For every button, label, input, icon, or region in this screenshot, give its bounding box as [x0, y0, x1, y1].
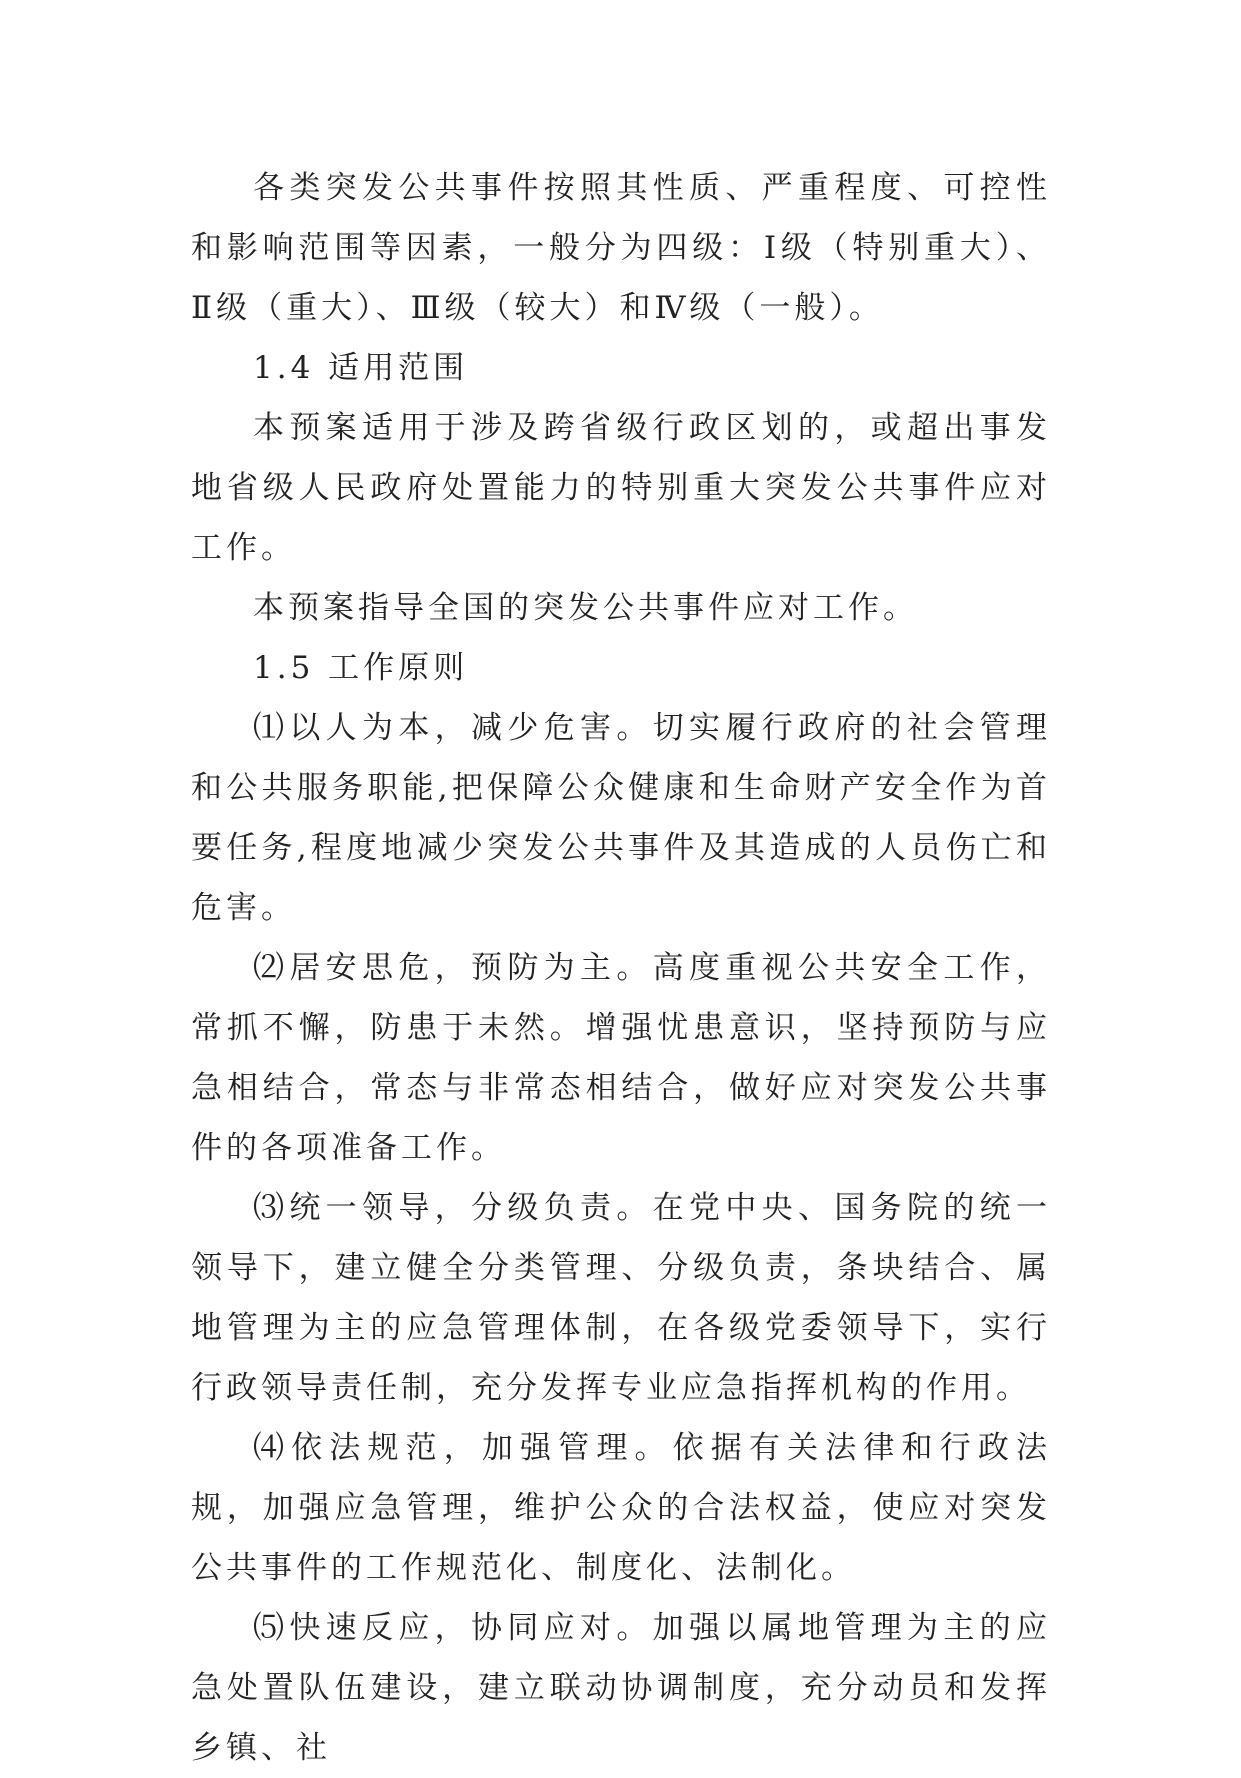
paragraph-grading: 各类突发公共事件按照其性质、严重程度、可控性和影响范围等因素，一般分为四级：Ⅰ级（特别重大）、Ⅱ级（重大）、Ⅲ级（较大）和Ⅳ级（一般）。: [191, 170, 1051, 326]
document-body: [191, 158, 1051, 1778]
paragraph-scope: 本预案适用于涉及跨省级行政区划的，或超出事发地省级人民政府处置能力的特别重大突发公共事件应对工作。: [191, 410, 1051, 566]
paragraph-principle-4: ⑷依法规范，加强管理。依据有关法律和行政法规，加强应急管理，维护公众的合法权益，使应对突发公共事件的工作规范化、制度化、法制化。: [191, 1430, 1051, 1586]
paragraph-principle-2: ⑵居安思危，预防为主。高度重视公共安全工作，常抓不懈，防患于未然。增强忧患意识，坚持预防与应急相结合，常态与非常态相结合，做好应对突发公共事件的各项准备工作。: [191, 950, 1051, 1166]
paragraph-principle-3: ⑶统一领导，分级负责。在党中央、国务院的统一领导下，建立健全分类管理、分级负责，条块结合、属地管理为主的应急管理体制，在各级党委领导下，实行行政领导责任制，充分发挥专业应急指挥机构的作用。: [191, 1190, 1051, 1406]
section-heading-principles: 1.5 工作原则: [253, 650, 469, 686]
paragraph-principle-1: ⑴以人为本，减少危害。切实履行政府的社会管理和公共服务职能,把保障公众健康和生命财产安全作为首要任务,程度地减少突发公共事件及其造成的人员伤亡和危害。: [191, 710, 1051, 926]
section-heading-scope: 1.4 适用范围: [253, 350, 469, 386]
paragraph-guidance: 本预案指导全国的突发公共事件应对工作。: [253, 590, 918, 626]
paragraph-principle-5: ⑸快速反应，协同应对。加强以属地管理为主的应急处置队伍建设，建立联动协调制度，充分动员和发挥乡镇、社: [191, 1610, 1051, 1766]
